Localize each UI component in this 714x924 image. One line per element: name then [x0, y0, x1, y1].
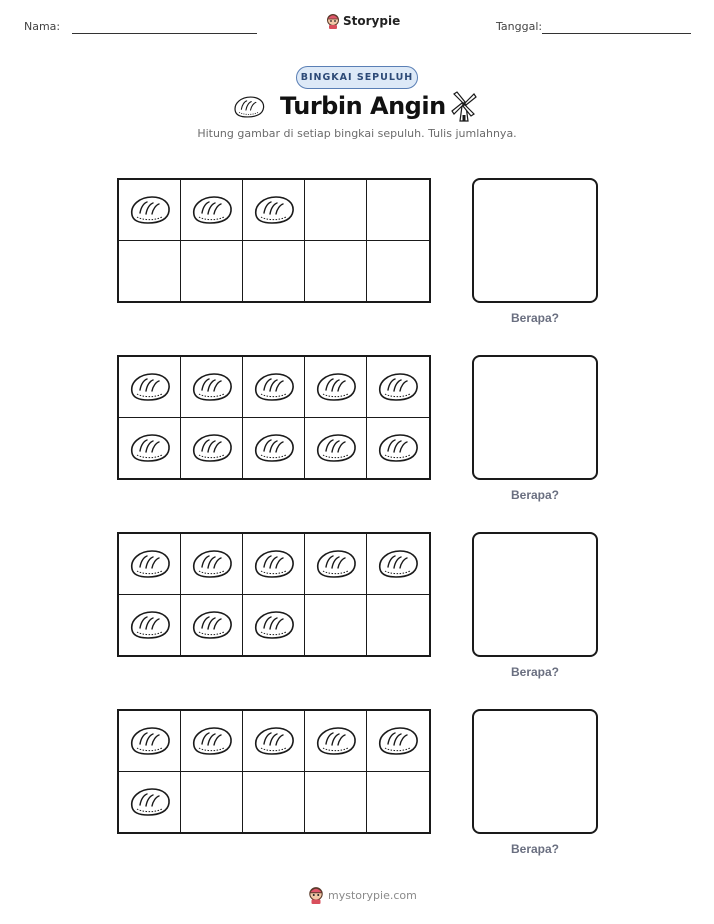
bread-loaf-icon — [252, 431, 296, 465]
bread-loaf-icon — [252, 193, 296, 227]
ten-frame-cell — [305, 711, 367, 772]
bread-loaf-icon — [128, 431, 172, 465]
ten-frame — [117, 355, 431, 480]
instructions: Hitung gambar di setiap bingkai sepuluh. Tulis jumlahnya. — [197, 127, 517, 140]
bread-loaf-icon — [128, 547, 172, 581]
bread-loaf-icon — [232, 94, 266, 120]
bread-loaf-icon — [376, 547, 420, 581]
ten-frame-cell — [181, 357, 243, 418]
ten-frame — [117, 178, 431, 303]
answer-box[interactable] — [472, 355, 598, 480]
ten-frame-cell — [305, 241, 367, 302]
answer-label: Berapa? — [510, 311, 560, 325]
ten-frame-cell — [305, 180, 367, 241]
bread-loaf-icon — [252, 547, 296, 581]
ten-frame-cell — [367, 357, 429, 418]
name-line[interactable] — [72, 33, 257, 34]
bread-loaf-icon — [128, 785, 172, 819]
ten-frame-cell — [305, 418, 367, 479]
bread-loaf-icon — [190, 724, 234, 758]
ten-frame-cell — [243, 595, 305, 656]
bread-loaf-icon — [376, 431, 420, 465]
ten-frame-cell — [243, 772, 305, 833]
ten-frame-cell — [243, 180, 305, 241]
worksheet-type-badge: BINGKAI SEPULUH — [296, 66, 418, 89]
bread-loaf-icon — [314, 724, 358, 758]
ten-frame-cell — [119, 241, 181, 302]
ten-frame-cell — [181, 180, 243, 241]
name-label: Nama: — [24, 20, 61, 33]
ten-frame-cell — [367, 595, 429, 656]
answer-label: Berapa? — [510, 842, 560, 856]
title-row — [0, 90, 714, 126]
bread-loaf-icon — [376, 724, 420, 758]
bread-loaf-icon — [128, 370, 172, 404]
ten-frame-cell — [305, 357, 367, 418]
bread-loaf-icon — [376, 370, 420, 404]
page-title: Turbin Angin — [280, 92, 446, 120]
storypie-mascot-icon — [326, 13, 340, 29]
ten-frame-cell — [305, 534, 367, 595]
ten-frame-cell — [181, 595, 243, 656]
bread-loaf-icon — [190, 431, 234, 465]
ten-frame-cell — [243, 357, 305, 418]
storypie-mascot-icon — [308, 886, 324, 904]
ten-frame-cell — [305, 595, 367, 656]
answer-box[interactable] — [472, 532, 598, 657]
answer-box[interactable] — [472, 178, 598, 303]
date-line[interactable] — [542, 33, 691, 34]
ten-frame-cell — [367, 241, 429, 302]
ten-frame-cell — [119, 595, 181, 656]
ten-frame-cell — [119, 357, 181, 418]
ten-frame-cell — [243, 534, 305, 595]
answer-label: Berapa? — [510, 665, 560, 679]
windmill-icon — [450, 90, 478, 122]
ten-frame — [117, 532, 431, 657]
brand-name: Storypie — [343, 14, 401, 28]
ten-frame-cell — [243, 241, 305, 302]
bread-loaf-icon — [252, 724, 296, 758]
ten-frame-cell — [367, 418, 429, 479]
bread-loaf-icon — [128, 724, 172, 758]
bread-loaf-icon — [190, 370, 234, 404]
answer-label: Berapa? — [510, 488, 560, 502]
ten-frame-cell — [367, 711, 429, 772]
ten-frame-cell — [119, 711, 181, 772]
ten-frame-cell — [367, 534, 429, 595]
bread-loaf-icon — [252, 370, 296, 404]
footer-url: mystorypie.com — [328, 888, 417, 902]
ten-frame-cell — [119, 418, 181, 479]
ten-frame-cell — [119, 534, 181, 595]
bread-loaf-icon — [252, 608, 296, 642]
ten-frame-cell — [181, 241, 243, 302]
bread-loaf-icon — [190, 608, 234, 642]
bread-loaf-icon — [190, 547, 234, 581]
bread-loaf-icon — [314, 370, 358, 404]
ten-frame-cell — [181, 534, 243, 595]
bread-loaf-icon — [190, 193, 234, 227]
brand-logo — [326, 13, 400, 29]
ten-frame-cell — [243, 418, 305, 479]
footer — [308, 886, 417, 904]
ten-frame — [117, 709, 431, 834]
ten-frame-cell — [119, 180, 181, 241]
ten-frame-cell — [367, 180, 429, 241]
bread-loaf-icon — [128, 608, 172, 642]
ten-frame-cell — [119, 772, 181, 833]
ten-frame-cell — [243, 711, 305, 772]
ten-frame-cell — [181, 772, 243, 833]
answer-box[interactable] — [472, 709, 598, 834]
bread-loaf-icon — [128, 193, 172, 227]
bread-loaf-icon — [314, 431, 358, 465]
bread-loaf-icon — [314, 547, 358, 581]
ten-frame-cell — [367, 772, 429, 833]
ten-frame-cell — [181, 711, 243, 772]
ten-frame-cell — [181, 418, 243, 479]
date-label: Tanggal: — [496, 20, 543, 33]
ten-frame-cell — [305, 772, 367, 833]
